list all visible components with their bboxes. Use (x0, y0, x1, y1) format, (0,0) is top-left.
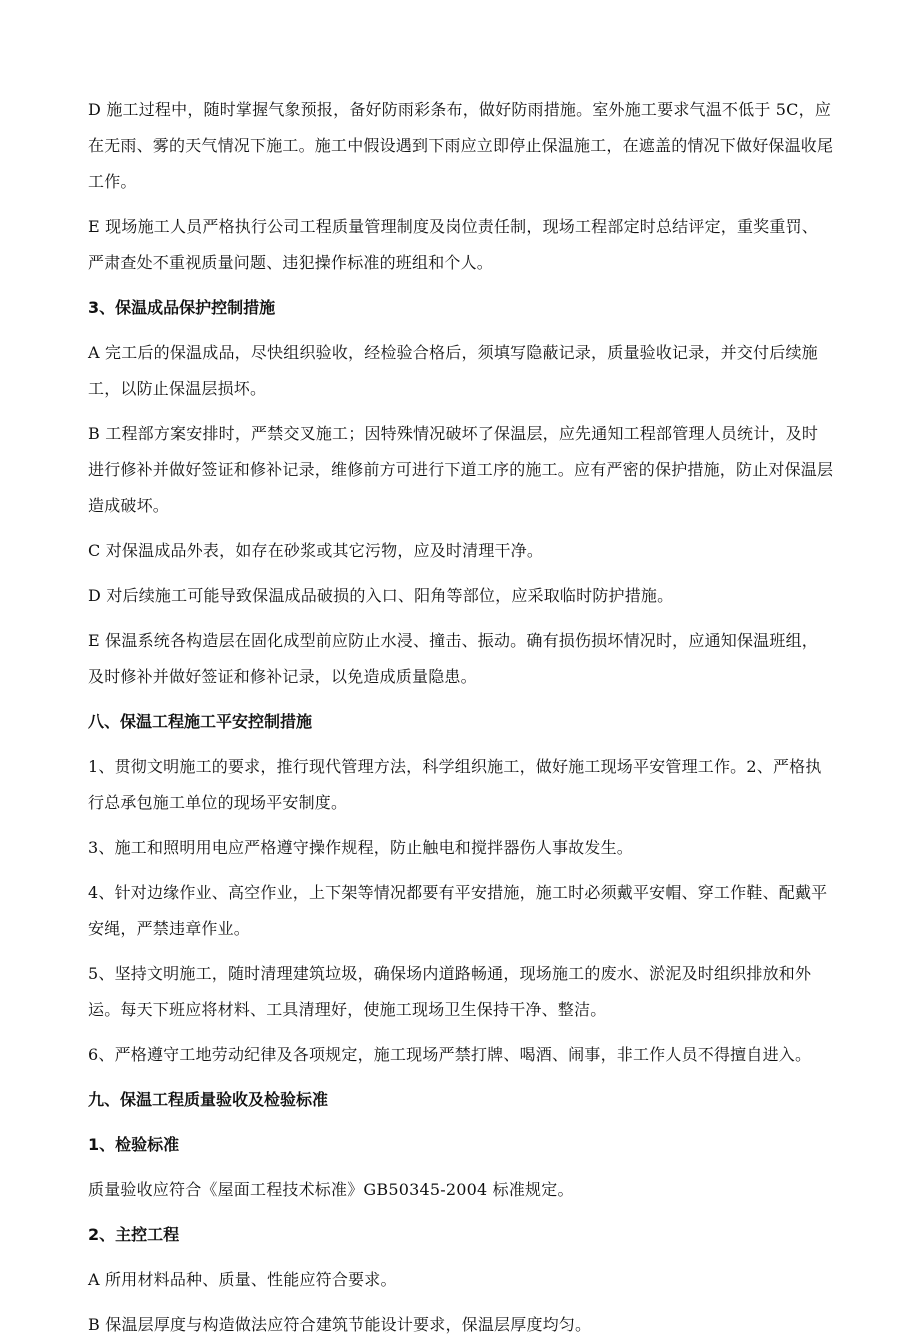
paragraph-b-no-cross-work: B 工程部方案安排时，严禁交叉施工；因特殊情况破坏了保温层，应先通知工程部管理人员统计，及时进行修补并做好签证和修补记录，维修前方可进行下道工序的施工。应有严密的保护措施，防止对保温层造成破坏。 (88, 424, 834, 515)
paragraph-safety-4: 4、针对边缘作业、高空作业，上下架等情况都要有平安措施，施工时必须戴平安帽、穿工作鞋、配戴平安绳，严禁违章作业。 (88, 883, 828, 938)
paragraph-b-thickness: B 保温层厚度与构造做法应符合建筑节能设计要求，保温层厚度均匀。 (88, 1315, 592, 1334)
paragraph-e-curing: E 保温系统各构造层在固化成型前应防止水浸、撞击、振动。确有损伤损坏情况时，应通知保温班组，及时修补并做好签证和修补记录，以免造成质量隐患。 (88, 631, 818, 686)
chapter-heading-acceptance: 九、保温工程质量验收及检验标准 (88, 1090, 329, 1109)
paragraph-e-responsibility: E 现场施工人员严格执行公司工程质量管理制度及岗位责任制，现场工程部定时总结评定，重奖重罚、严肃查处不重视质量问题、违犯操作标准的班组和个人。 (88, 217, 818, 272)
chapter-heading-safety: 八、保温工程施工平安控制措施 (88, 712, 313, 731)
section-heading-inspection-standard: 1、检验标准 (88, 1135, 180, 1154)
paragraph-safety-3: 3、施工和照明用电应严格遵守操作规程，防止触电和搅拌器伤人事故发生。 (88, 838, 633, 857)
paragraph-c-cleaning: C 对保温成品外表，如存在砂浆或其它污物，应及时清理干净。 (88, 541, 544, 560)
paragraph-safety-6: 6、严格遵守工地劳动纪律及各项规定，施工现场严禁打牌、喝酒、闹事，非工作人员不得擅自进入。 (88, 1045, 812, 1064)
document-page (88, 92, 834, 1343)
section-heading-main-control: 2、主控工程 (88, 1225, 180, 1244)
paragraph-safety-5: 5、坚持文明施工，随时清理建筑垃圾，确保场内道路畅通，现场施工的废水、淤泥及时组织排放和外运。每天下班应将材料、工具清理好，使施工现场卫生保持干净、整洁。 (88, 964, 812, 1019)
paragraph-a-acceptance: A 完工后的保温成品，尽快组织验收，经检验合格后，须填写隐蔽记录，质量验收记录，并交付后续施工，以防止保温层损坏。 (88, 343, 818, 398)
paragraph-a-materials: A 所用材料品种、质量、性能应符合要求。 (88, 1270, 397, 1289)
paragraph-safety-1-2: 1、贯彻文明施工的要求，推行现代管理方法，科学组织施工，做好施工现场平安管理工作。2、严格执行总承包施工单位的现场平安制度。 (88, 757, 822, 812)
section-heading-finished-protection: 3、保温成品保护控制措施 (88, 298, 276, 317)
paragraph-d-temporary-protection: D 对后续施工可能导致保温成品破损的入口、阳角等部位，应采取临时防护措施。 (88, 586, 674, 605)
paragraph-standard-reference: 质量验收应符合《屋面工程技术标准》GB50345-2004 标准规定。 (88, 1180, 574, 1199)
paragraph-d-weather: D 施工过程中，随时掌握气象预报，备好防雨彩条布，做好防雨措施。室外施工要求气温不低于 5C，应在无雨、雾的天气情况下施工。施工中假设遇到下雨应立即停止保温施工，在遮盖的情况下做好保温收尾工作。 (88, 100, 834, 191)
